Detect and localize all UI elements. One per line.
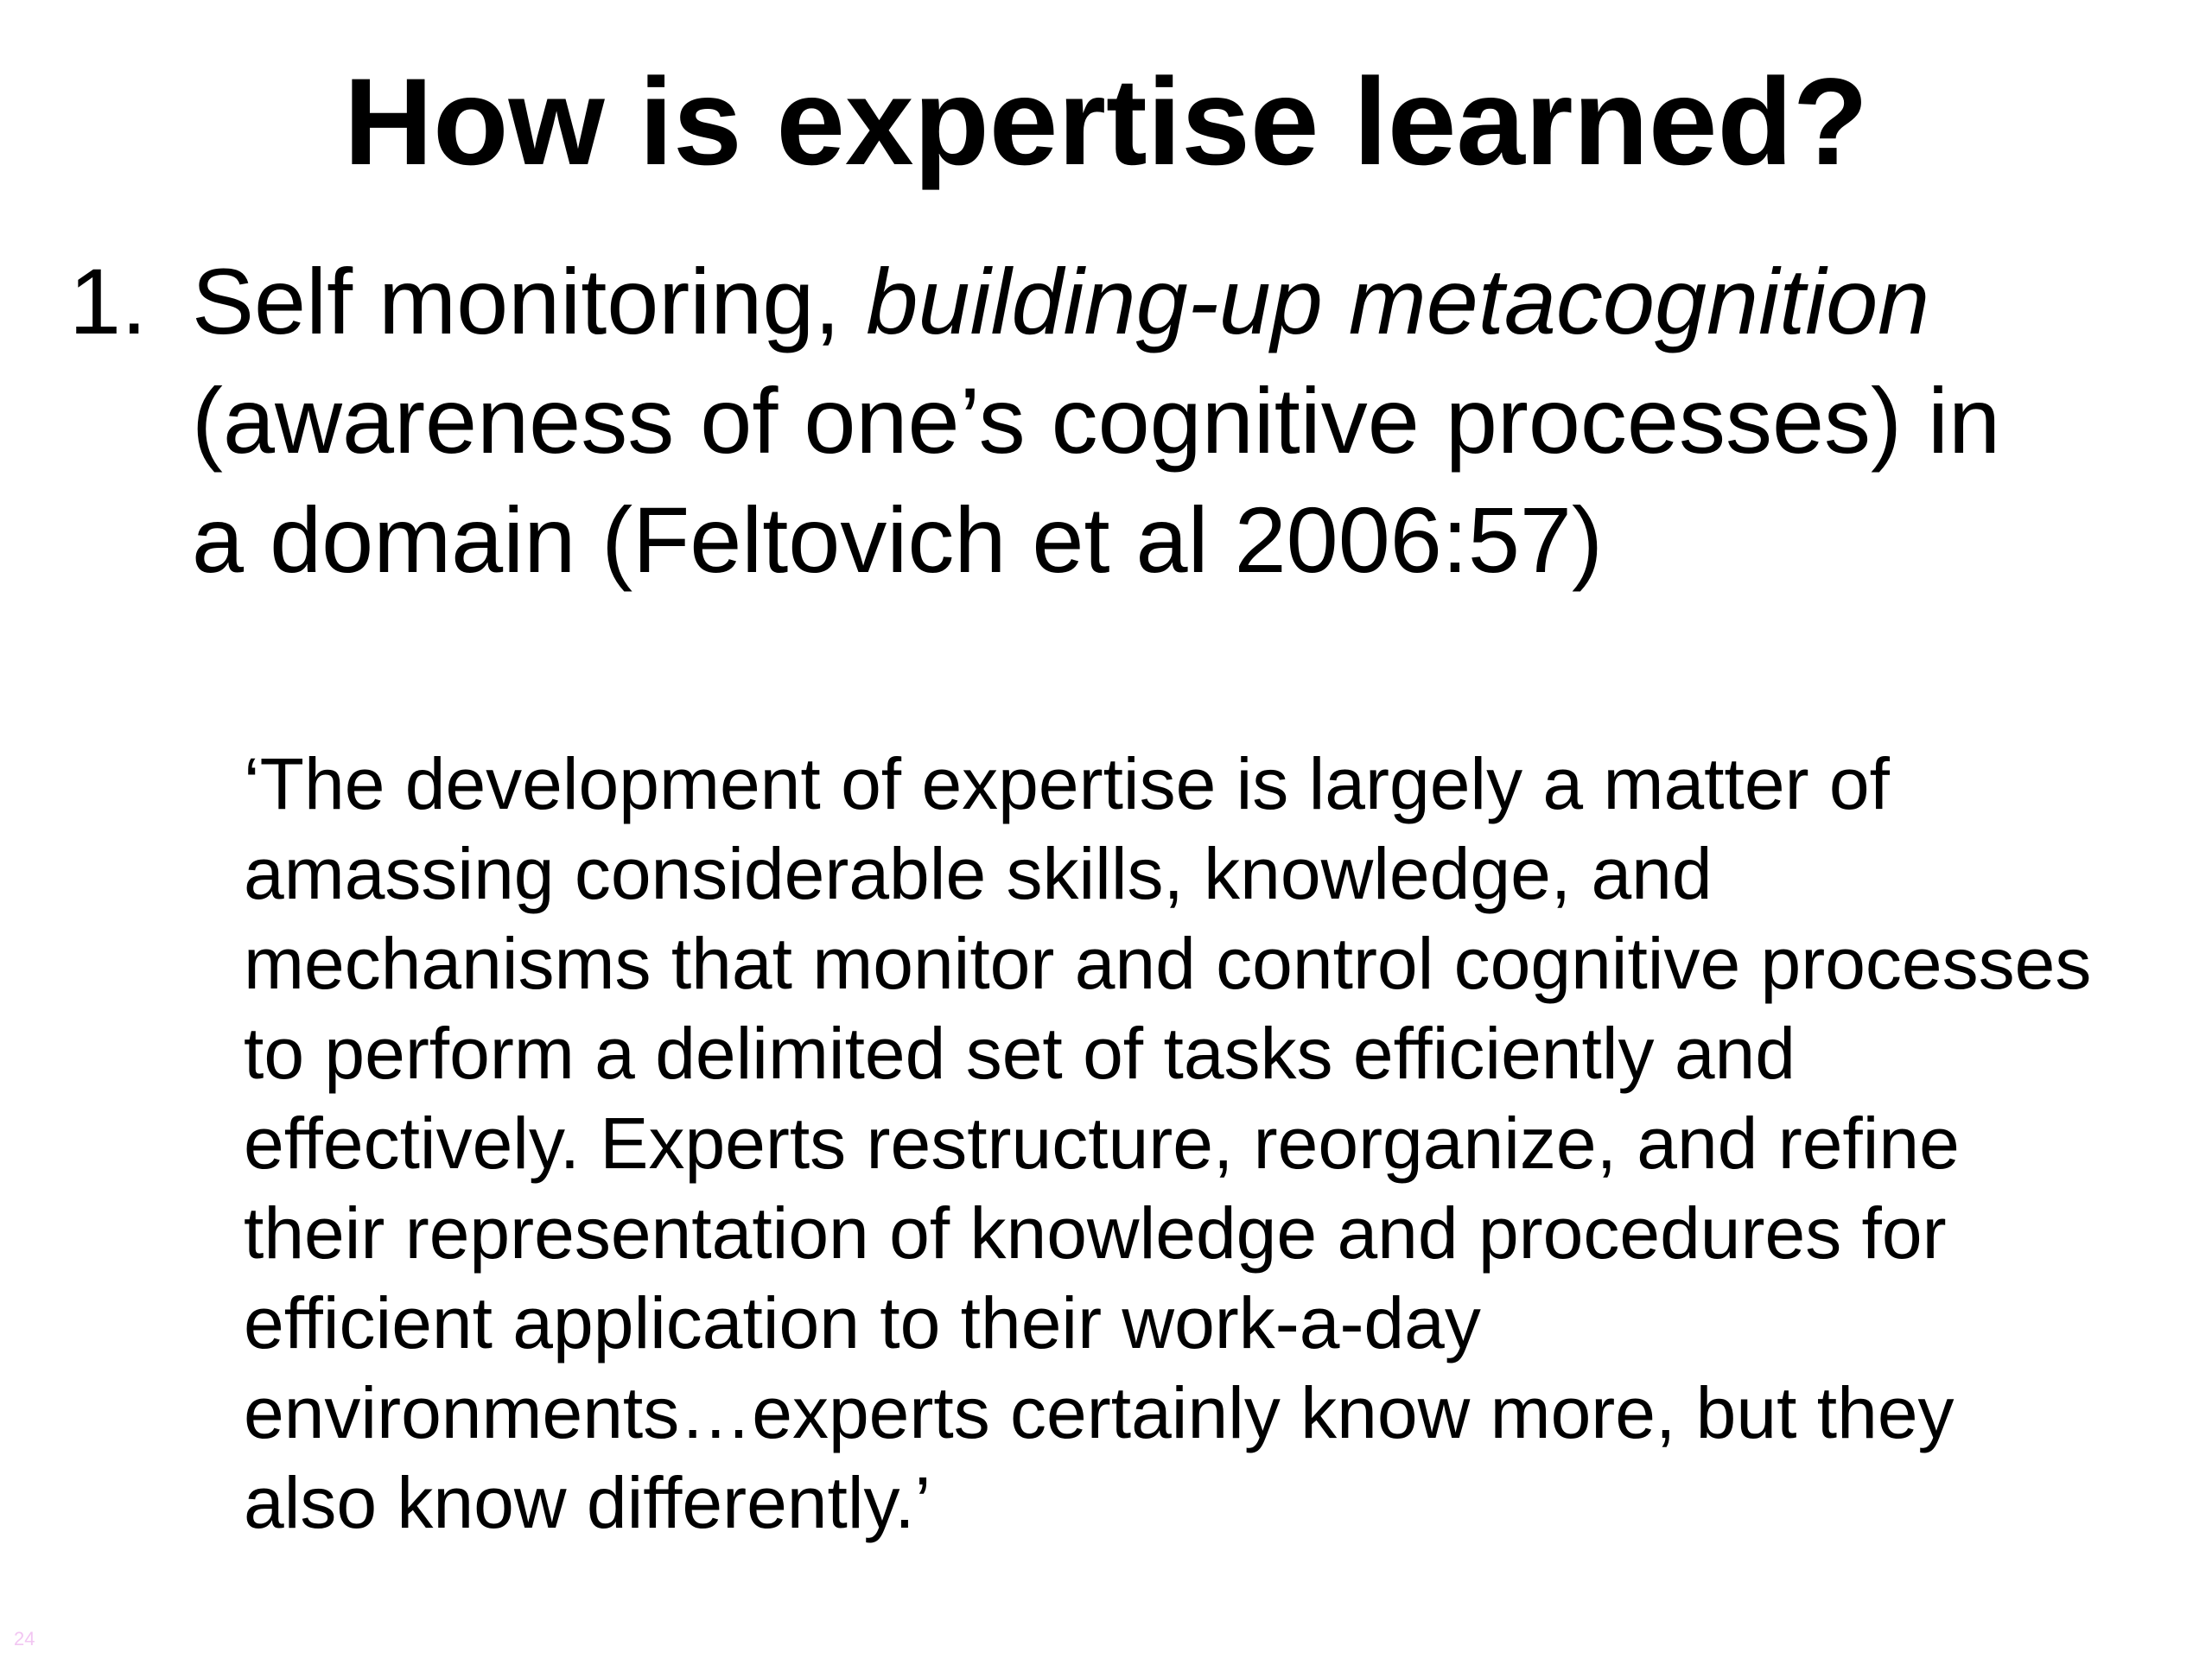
list-number: 1.: [69, 249, 148, 353]
quote-line: to perform a delimited set of tasks efficiently and: [244, 1013, 1796, 1094]
quote-line: also know differently.’: [244, 1462, 931, 1543]
quotation: [244, 739, 2179, 1548]
quote-line: amassing considerable skills, knowledge, and: [244, 833, 1713, 914]
list-item-text: [192, 242, 2179, 600]
quote-line: efficient application to their work-a-day: [244, 1282, 1481, 1363]
quote-line: effectively. Experts restructure, reorganize, and refine: [244, 1103, 1960, 1184]
quote-line: mechanisms that monitor and control cognitive processes: [244, 923, 2092, 1004]
quote-line: ‘The development of expertise is largely a matter of: [244, 743, 1890, 824]
list-item-line-2: (awareness of one’s cognitive processes) in: [192, 368, 2001, 473]
quote-line: their representation of knowledge and procedures for: [244, 1192, 1947, 1274]
slide-title: How is expertise learned?: [343, 54, 1869, 191]
list-item-plain-text: Self monitoring,: [192, 249, 867, 353]
list-item-line-3: a domain (Feltovich et al 2006:57): [192, 487, 1603, 592]
quote-line: environments…experts certainly know more, but they: [244, 1372, 1955, 1453]
list-item-line-1: [192, 249, 1929, 353]
list-item-italic-text: building-up metacognition: [866, 249, 1930, 353]
page-number: 24: [14, 1628, 35, 1649]
